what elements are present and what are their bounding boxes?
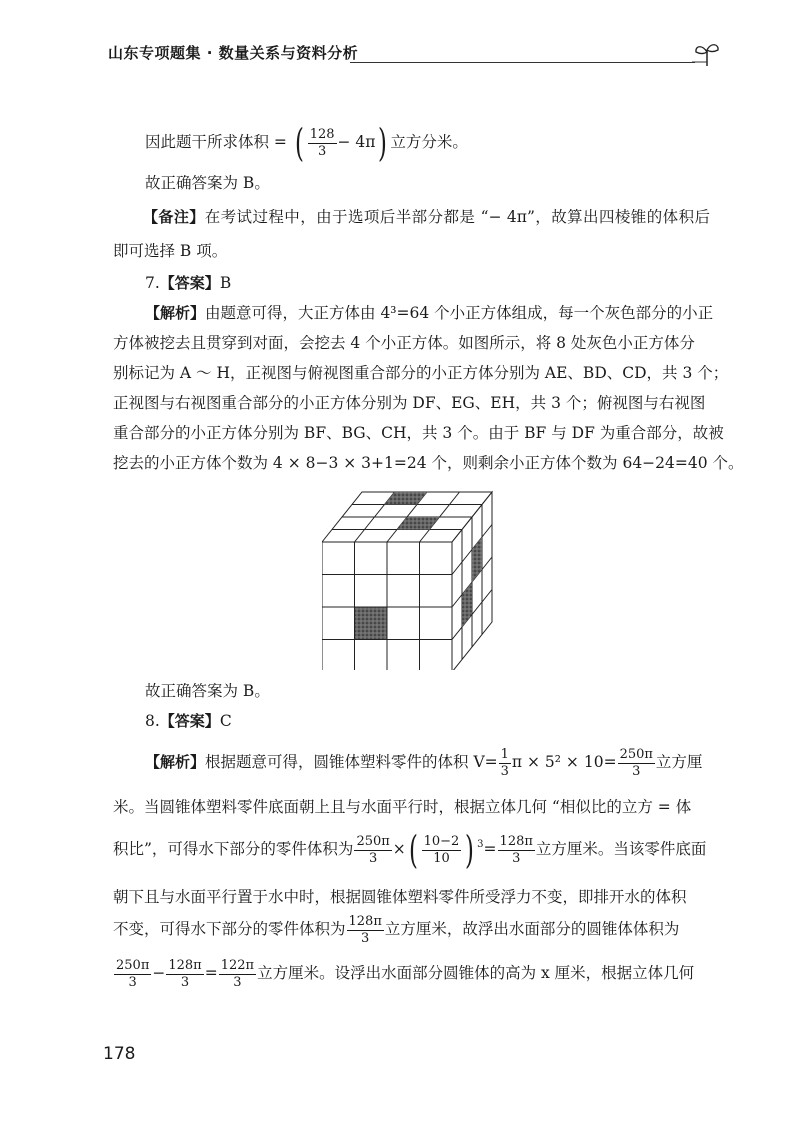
sprout-icon — [692, 40, 722, 68]
running-header: 山东专项题集 · 数量关系与资料分析 — [108, 44, 359, 62]
volume-line: 因此题干所求体积 = ( $\frac{128}{3}$ − 4π) 立方分米。 — [145, 121, 468, 165]
q7-line-2: 方体被挖去且贯穿到对面，会挖去 4 个小正方体。如图所示，将 8 处灰色小正方体分 — [113, 334, 695, 352]
q8-line-6: $\frac{250\pi}{3}$ − $\frac{128\pi}{3}$ = $\frac{122\pi}{3}$ 立方厘米。设浮出水面部分圆锥体的高为 x 厘米，根据立体几何 — [116, 957, 695, 990]
page-number: 178 — [103, 1044, 136, 1064]
answer-line: 故正确答案为 B。 — [145, 174, 270, 192]
q8-line-2: 米。当圆锥体塑料零件底面朝上且与水面平行时，根据立体几何 “相似比的立方 = 体 — [113, 798, 692, 816]
q8-line-1: 【解析】根据题意可得，圆锥体塑料零件的体积 V= $\frac{1}{3}$ π × 5² × 10= $\frac{250\pi}{3}$ 立方厘 — [145, 746, 703, 779]
header-rule — [350, 62, 695, 63]
cube-figure — [322, 490, 502, 670]
q8-line-5: 不变，可得水下部分的零件体积为 $\frac{128\pi}{3}$ 立方厘米，故浮出水面部分的圆锥体体积为 — [113, 913, 680, 946]
q7-line-5: 重合部分的小正方体分别为 BF、BG、CH，共 3 个。由于 BF 与 DF 为重合部分，故被 — [113, 424, 724, 442]
q7-heading: 7.【答案】B — [145, 274, 232, 292]
q7-line-4: 正视图与右视图重合部分的小正方体分别为 DF、EG、EH，共 3 个；俯视图与右视图 — [113, 394, 706, 412]
q8-heading: 8.【答案】C — [145, 712, 232, 730]
q7-line-6: 挖去的小正方体个数为 4 × 8−3 × 3+1=24 个，则剩余小正方体个数为 64−24=40 个。 — [113, 454, 744, 472]
q8-line-3: 积比”，可得水下部分的零件体积为 $\frac{250\pi}{3}$ ×( $\frac{10-2}{10}$ ) $^3$= $\frac{128\pi}{3}$ 立方厘米。当该零件底面 — [113, 828, 707, 872]
note-paragraph: 【备注】在考试过程中，由于选项后半部分都是 “− 4π”，故算出四棱锥的体积后即可选择 B 项。 — [113, 208, 710, 260]
q7-final: 故正确答案为 B。 — [145, 682, 270, 700]
q7-line-3: 别标记为 A ～ H，正视图与俯视图重合部分的小正方体分别为 AE、BD、CD，共 3 个； — [113, 364, 729, 382]
q8-line-4: 朝下且与水面平行置于水中时，根据圆锥体塑料零件所受浮力不变，即排开水的体积 — [113, 888, 687, 906]
q7-line-1: 【解析】由题意可得，大正方体由 4³=64 个小正方体组成，每一个灰色部分的小正 — [145, 304, 714, 322]
